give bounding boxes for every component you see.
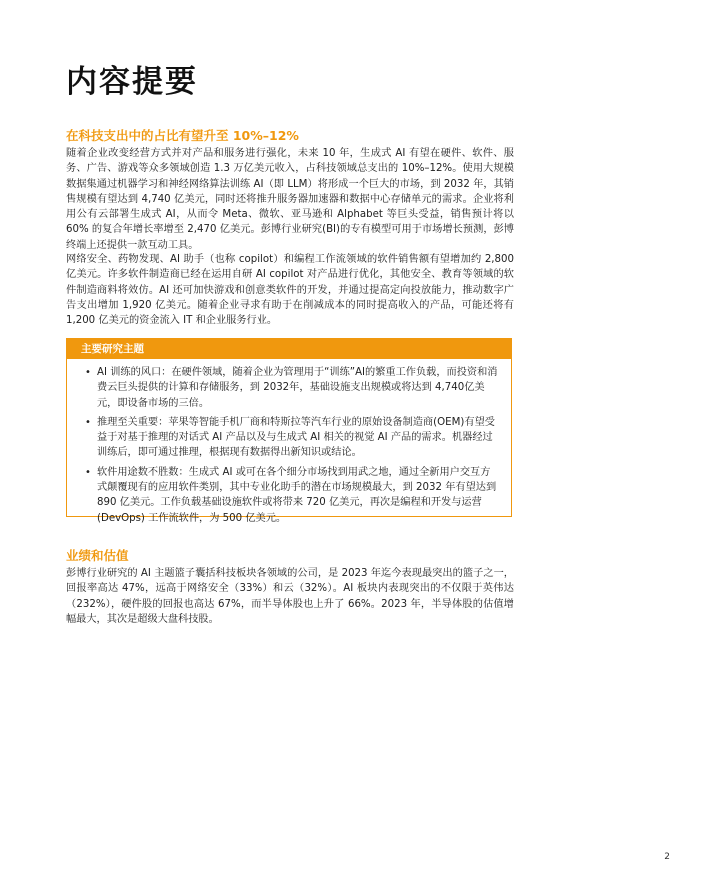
bullet-icon: • [85,466,91,478]
bullet-icon: • [85,367,91,378]
research-theme-text: AI 训练的风口：在硬件领域，随着企业为管理用于“训练”AI的繁重工作负载，而投资和消费云巨头提供的计算和存储服务，到 2032年，基础设施支出规模或将达到 4,740亿美元，即设备市场的三倍。 [97,367,498,409]
paragraph-performance: 彭博行业研究的 AI 主题篮子囊括科技板块各领域的公司，是 2023 年迄今表现最突出的篮子之一，回报率高达 47%，远高于网络安全（33%）和云（32%）。AI 板块内表现突出的不仅限于英伟达（232%），硬件股的回报也高达 67%，而半导体股也上升了 66%。2023 年，半导体股的估值增幅最大，其次是超级大盘科技股。 [66,568,514,625]
paragraph-tech-spending-2: 网络安全、药物发现、AI 助手（也称 copilot）和编程工作流领域的软件销售额有望增加约 2,800 亿美元。许多软件制造商已经在运用自研 AI copilot 对产品进行优化，其他安全、教育等领域的软件制造商料将效仿。AI 还可加快游戏和创意类软件的开发，并通过提高定向投放能力，推动数字广告支出增加 1,920 亿美元。随着企业寻求有助于在削减成本的同时提高收入的产品，可能还将有 1,200 亿美元的资金流入 IT 和企业服务行业。 [66,254,514,327]
list-item [85,415,499,461]
bullet-icon: • [85,416,91,428]
section-heading-tech-spending: 在科技支出中的占比有望升至 10%–12% [66,128,299,143]
page-number: 2 [664,852,670,862]
paragraph-tech-spending-1: 随着企业改变经营方式并对产品和服务进行强化，未来 10 年，生成式 AI 有望在硬件、软件、服务、广告、游戏等众多领域创造 1.3 万亿美元收入，占科技领域总支出的 10%–12%。使用大规模数据集通过机器学习和神经网络算法训练 AI（即 LLM）将形成一个巨大的市场，到 2032 年，其销售规模有望达到 4,740 亿美元，同时还将推升服务器加速器和数据中心存储单元的需求。企业将利用公有云部署生成式 AI，从而令 Meta、微软、亚马逊和 Alphabet 等巨头受益，销售预计将以 60% 的复合年增长率增至 2,470 亿美元。彭博行业研究(BI)的专有模型可用于市场增长预测，彭博终端上还提供一款互动工具。 [66,148,514,251]
research-themes-list [67,359,511,526]
list-item [85,465,499,526]
research-themes-heading: 主要研究主题 [67,339,511,359]
research-theme-text: 软件用途数不胜数：生成式 AI 或可在各个细分市场找到用武之地，通过全新用户交互方式颠覆现有的应用软件类别，其中专业化助手的潜在市场规模最大，到 2032 年有望达到 890 亿美元。工作负载基础设施软件或将带来 720 亿美元，再次是编程和开发与运营(DevOps) 工作流软件，为 500 亿美元。 [97,466,497,524]
research-themes-box [66,338,512,524]
section-heading-performance: 业绩和估值 [66,548,129,563]
list-item [85,365,499,411]
page-title: 内容提要 [66,64,198,100]
research-theme-text: 推理至关重要：苹果等智能手机厂商和特斯拉等汽车行业的原始设备制造商(OEM)有望受益于对基于推理的对话式 AI 产品以及与生成式 AI 相关的视觉 AI 产品的需求。机器经过训练后，即可通过推理，根据现有数据得出新知识或结论。 [97,416,495,459]
